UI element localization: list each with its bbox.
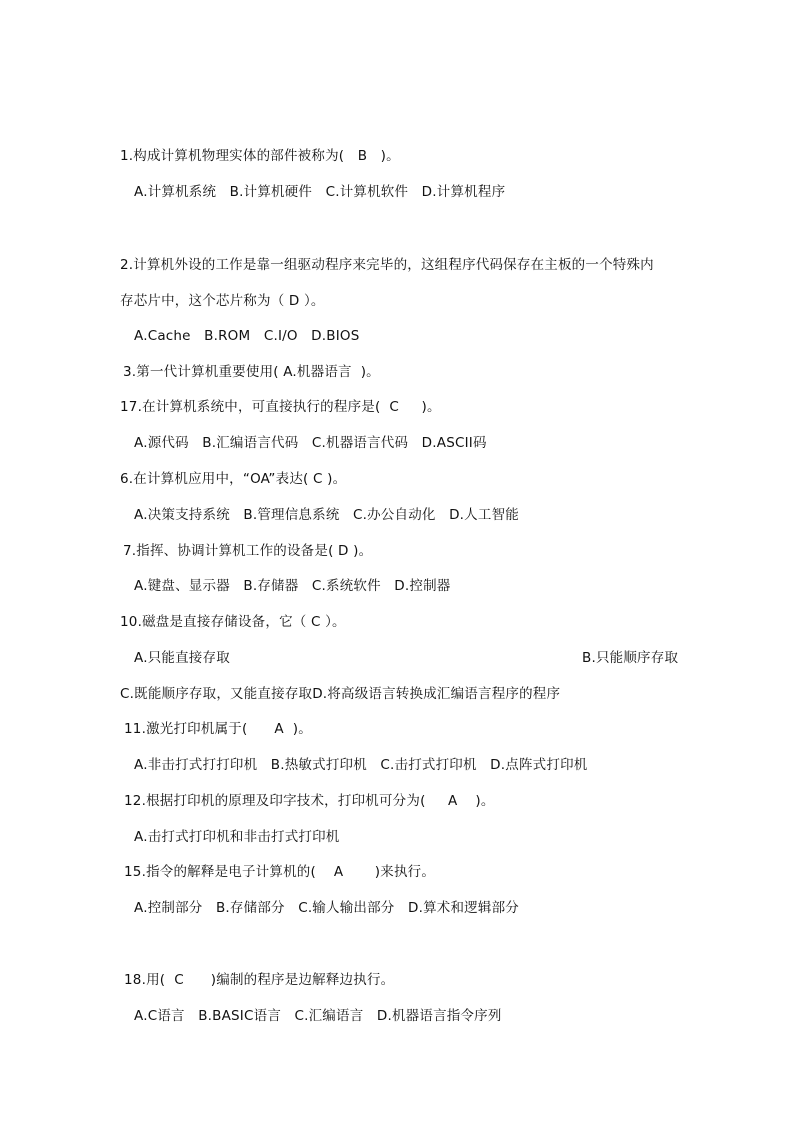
question-12: 12.根据打印机的原理及印字技术，打印机可分为( A )。 [124,793,495,809]
question-2-line-1: 2.计算机外设的工作是靠一组驱动程序来完毕的，这组程序代码保存在主板的一个特殊内 [120,257,654,273]
question-18: 18.用( C )编制的程序是边解释边执行。 [124,972,395,988]
question-15-options: A.控制部分 B.存储部分 C.输人输出部分 D.算术和逻辑部分 [134,900,519,916]
question-6-options: A.决策支持系统 B.管理信息系统 C.办公自动化 D.人工智能 [134,507,519,523]
question-1: 1.构成计算机物理实体的部件被称为( B )。 [120,148,400,164]
question-2-line-2: 存芯片中，这个芯片称为（ D ）。 [120,293,325,309]
question-15: 15.指令的解释是电子计算机的( A )来执行。 [124,864,436,880]
question-18-options: A.C语言 B.BASIC语言 C.汇编语言 D.机器语言指令序列 [134,1008,502,1024]
question-10: 10.磁盘是直接存储设备，它（ C ）。 [120,614,346,630]
question-11-options: A.非击打式打打印机 B.热敏式打印机 C.击打式打印机 D.点阵式打印机 [134,757,588,773]
question-10-option-a: A.只能直接存取 [134,650,230,666]
question-12-options: A.击打式打印机和非击打式打印机 [134,829,340,845]
question-2-options: A.Cache B.ROM C.I/O D.BIOS [134,328,360,344]
question-10-option-b: B.只能顺序存取 [582,650,679,666]
question-3: 3.第一代计算机重要使用( A.机器语言 )。 [123,364,380,380]
question-11: 11.激光打印机属于( A )。 [124,721,312,737]
question-6: 6.在计算机应用中，“OA”表达( C )。 [120,471,347,487]
question-17-options: A.源代码 B.汇编语言代码 C.机器语言代码 D.ASCII码 [134,435,487,451]
question-7: 7.指挥、协调计算机工作的设备是( D )。 [123,543,373,559]
question-1-options: A.计算机系统 B.计算机硬件 C.计算机软件 D.计算机程序 [134,184,506,200]
question-10-option-cd: C.既能顺序存取，又能直接存取D.将高级语言转换成汇编语言程序的程序 [120,686,561,702]
question-7-options: A.键盘、显示器 B.存储器 C.系统软件 D.控制器 [134,578,451,594]
question-17: 17.在计算机系统中，可直接执行的程序是( C )。 [120,399,441,415]
